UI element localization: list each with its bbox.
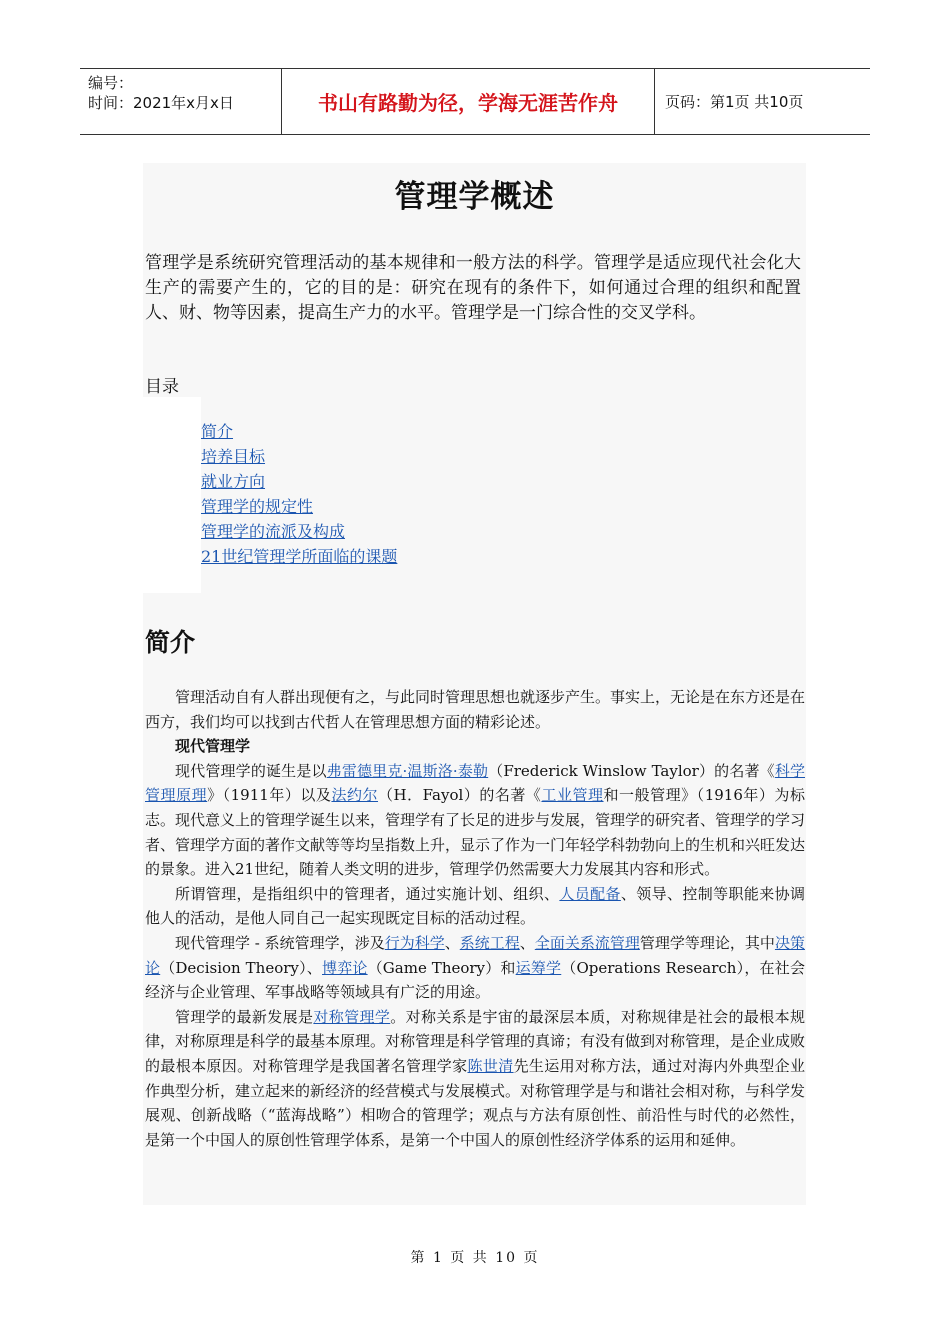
header-table <box>80 68 870 135</box>
paragraph-1: 管理活动自有人群出现便有之，与此同时管理思想也就逐步产生。事实上，无论是在东方还是在西方，我们均可以找到古代哲人在管理思想方面的精彩论述。 <box>145 688 806 731</box>
toc-link-goals[interactable]: 培养目标 <box>201 447 266 466</box>
text: 、 <box>519 933 535 952</box>
paragraph-4 <box>145 931 805 1005</box>
paragraph-5 <box>145 1005 805 1153</box>
text: 和一般管理》（1916年）为标志。现代意义上的管理学诞生以来，管理学有了长足的进步与发展，管理学的研究者、管理学的学习者、管理学方面的著作文献等等均呈指数上升，显示了作为一门年轻学科勃勃向上的生机和兴旺发达的景象。进入21世纪，随着人类文明的进步，管理学仍然需要大力发展其内容和形式。 <box>145 786 806 879</box>
intro-paragraph: 管理学是系统研究管理活动的基本规律和一般方法的科学。管理学是适应现代社会化大生产的需要产生的，它的目的是：研究在现有的条件下，如何通过合理的组织和配置人、财、物等因素，提高生产力的水平。管理学是一门综合性的交叉学科。 <box>145 253 801 323</box>
date-label: 时间：2021年x月x日 <box>88 94 234 112</box>
link-symmetric-management[interactable]: 对称管理学 <box>313 1007 391 1026</box>
motto: 书山有路勤为径，学海无涯苦作舟 <box>282 69 655 134</box>
toc-link-nature[interactable]: 管理学的规定性 <box>201 497 314 516</box>
header-meta-cell <box>80 69 282 134</box>
text: 现代管理学的诞生是以 <box>175 761 327 780</box>
document-body <box>143 163 806 1205</box>
link-chen-shiqing[interactable]: 陈世清 <box>467 1056 514 1075</box>
link-scientific-management[interactable]: 科学管理原理 <box>145 761 805 805</box>
link-systems-engineering[interactable]: 系统工程 <box>459 933 520 952</box>
link-relationship-management[interactable]: 全面关系流管理 <box>534 933 640 952</box>
text: （Decision Theory）、 <box>160 958 322 977</box>
link-decision-theory[interactable]: 决策论 <box>145 933 805 977</box>
text: 所谓管理，是指组织中的管理者，通过实施计划、组织、 <box>175 884 560 903</box>
text: 现代管理学 - 系统管理学，涉及 <box>175 933 385 952</box>
toc-link-21st-century[interactable]: 21世纪管理学所面临的课题 <box>201 547 398 566</box>
toc-list <box>201 419 397 569</box>
link-industrial-management[interactable]: 工业管理 <box>541 786 604 805</box>
paragraph-2 <box>145 759 805 882</box>
link-operations-research[interactable]: 运筹学 <box>515 958 562 977</box>
toc-link-careers[interactable]: 就业方向 <box>201 472 266 491</box>
toc-link-intro[interactable]: 简介 <box>201 422 234 441</box>
text: 管理学等理论，其中 <box>639 933 775 952</box>
toc-label: 目录 <box>145 377 179 397</box>
link-game-theory[interactable]: 博弈论 <box>322 958 368 977</box>
text: 、领导、控制等职能来协调他人的活动，是他人同自己一起实现既定目标的活动过程。 <box>145 884 805 928</box>
text: 》（1911年）以及 <box>207 786 332 805</box>
page-footer: 第 1 页 共 10 页 <box>410 1250 540 1266</box>
text: （Game Theory）和 <box>367 958 516 977</box>
text: （H．Fayol）的名著《 <box>378 786 542 805</box>
link-staffing[interactable]: 人员配备 <box>559 884 621 903</box>
section-body <box>145 685 805 1152</box>
link-taylor[interactable]: 弗雷德里克·温斯洛·泰勒 <box>326 761 489 780</box>
text: （Operations Research），在社会经济与企业管理、军事战略等领域具有广泛的用途。 <box>145 958 805 1002</box>
page-title: 管理学概述 <box>394 179 555 215</box>
number-label: 编号： <box>88 74 134 92</box>
text: 先生运用对称方法，通过对海内外典型企业作典型分析，建立起来的新经济的经营模式与发展模式。对称管理学是与和谐社会相对称，与科学发展观、创新战略（“蓝海战略”）相吻合的管理学；观点与方法有原创性、前沿性与时代的必然性，是第一个中国人的原创性管理学体系，是第一个中国人的原创性经济学体系的运用和延伸。 <box>145 1056 806 1149</box>
text: 管理学的最新发展是 <box>175 1007 314 1026</box>
text: 。对称关系是宇宙的最深层本质，对称规律是社会的最根本规律，对称原理是科学的最基本原理。对称管理是科学管理的真谛；有没有做到对称管理，是企业成败的最根本原因。对称管理学是我国著名管理学家 <box>145 1007 806 1075</box>
page-info: 页码：第1页 共10页 <box>665 93 804 111</box>
text: （Frederick Winslow Taylor）的名著《 <box>488 761 775 780</box>
toc-box <box>143 397 201 593</box>
link-behavioral-science[interactable]: 行为科学 <box>384 933 445 952</box>
paragraph-3 <box>145 882 805 931</box>
text: 、 <box>444 933 460 952</box>
toc-link-schools[interactable]: 管理学的流派及构成 <box>201 522 346 541</box>
subheading: 现代管理学 <box>175 737 251 756</box>
section-heading: 简介 <box>145 628 196 657</box>
link-fayol[interactable]: 法约尔 <box>331 786 379 805</box>
